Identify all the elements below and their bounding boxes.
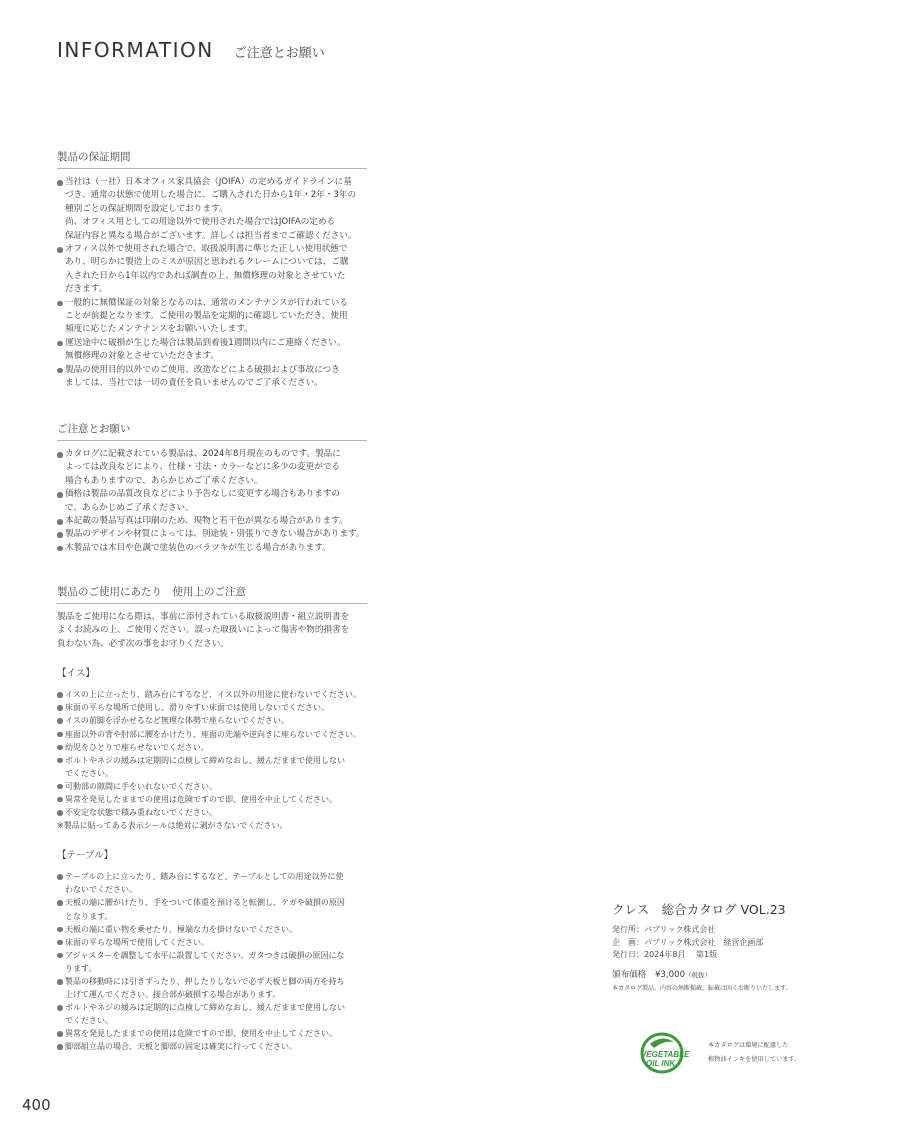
eco-note-line: 本カタログは環境に配慮した (708, 1042, 789, 1049)
item-line: 木製品では木目や色調で塗装色のバラツキが生じる場合があります。 (65, 542, 331, 553)
table-list (57, 870, 367, 1053)
eco-note-line: 植物油インキを使用しています。 (708, 1056, 801, 1063)
item-line: 一般的に無償保証の対象となるのは、通常のメンテナンスが行われている (65, 297, 348, 308)
item-line: イスの上に立ったり、踏み台にするなど、イス以外の用途に使わないでください。 (65, 690, 361, 700)
list-item (57, 243, 367, 297)
bullet-list (57, 176, 367, 391)
list-item (57, 1027, 367, 1040)
list-item (57, 975, 367, 1001)
item-line: 天板の端に重い物を乗せたり、極端な力を掛けないでください。 (65, 924, 297, 934)
section-title: ご注意とお願い (57, 423, 367, 441)
list-item (57, 448, 367, 488)
item-line: 異常を発見したままでの使用は危険ですので即、使用を中止してください。 (65, 794, 337, 804)
list-item (57, 528, 367, 541)
item-line: 不安定な状態で積み重ねないでください。 (65, 808, 217, 818)
list-item (57, 488, 367, 515)
item-line: 価格は製品の品質改良などにより予告なしに変更する場合もありますの (65, 489, 341, 500)
intro-line: 製品をご使用になる際は、事前に添付されている取扱説明書・組立説明書を (57, 612, 350, 622)
chair-list (57, 688, 367, 819)
item-line: ボルトやネジの緩みは定期的に点検して締めなおし、緩んだままで使用しない (65, 1003, 345, 1013)
item-line: 幼児をひとりで座らせないでください。 (65, 742, 209, 752)
page-title: INFORMATION (57, 38, 214, 62)
item-line: 製品のデザインや材質によっては、別途装・別張りできない場合があります。 (65, 529, 365, 540)
item-line: ボルトやネジの緩みは定期的に点検して締めなおし、緩んだままで使用しない (65, 755, 345, 765)
list-item (57, 364, 367, 391)
item-line: 異常を発見したままでの使用は危険ですので即、使用を中止してください。 (65, 1029, 337, 1039)
item-line: だきます。 (65, 284, 108, 295)
item-line: 運送途中に破損が生じた場合は製品到着後1週間以内にご連絡ください。 (65, 337, 346, 348)
leaf-icon (650, 1038, 674, 1048)
item-line: 無償修理の対象とさせていただきます。 (65, 351, 220, 362)
item-line: ましては、当社では一切の責任を負いませんのでご了承ください。 (65, 378, 323, 389)
list-item (57, 176, 367, 243)
list-item (57, 949, 367, 975)
item-line: ことが前提となります。ご使用の製品を定期的に確認していただき、使用 (65, 311, 348, 322)
item-line: アジャスターを調整して水平に設置してください。ガタつきは破損の原因にな (65, 950, 345, 960)
list-item (57, 1001, 367, 1027)
warranty-section (57, 151, 367, 391)
list-item (57, 754, 367, 780)
item-line: よっては改良などにより、仕様・寸法・カラーなどに多少の変更がでる (65, 462, 341, 473)
list-item (57, 793, 367, 806)
vegetable-oil-ink-logo (640, 1032, 700, 1074)
chair-heading: 【イス】 (57, 668, 95, 680)
item-line: 場合もありますので、あらかじめご了承ください。 (65, 475, 263, 486)
item-line: となります。 (65, 911, 113, 921)
item-line: テーブルの上に立ったり、踏み台にするなど、テーブルとしての用途以外に使 (65, 872, 344, 882)
list-item (57, 714, 367, 727)
copyright-note: 本カタログ製品、内容の無断掲載、転載は固くお断りいたします。 (612, 984, 792, 992)
chair-note: ※製品に貼ってある表示シールは絶対に剥がさないでください。 (57, 821, 288, 831)
bullet-list (57, 448, 367, 555)
item-line: 座面以外の背や肘部に腰をかけたり、座面の先端や逆向きに座らないでください。 (65, 729, 361, 739)
item-line: 床面の平らな場所で使用し、滑りやすい床面では使用しないでください。 (65, 703, 329, 713)
intro-line: よくお読みの上、ご使用ください。誤った取扱いによって傷害や物的損害を (57, 625, 350, 636)
item-line: 脚部組立品の場合、天板と脚部の固定は確実に行ってください。 (65, 1042, 297, 1052)
item-line: 種別ごとの保証期間を設定しております。 (65, 203, 228, 214)
list-item (57, 688, 367, 701)
list-item (57, 297, 367, 337)
planner: 企 画：パブリック株式会社 経営企画部 (612, 937, 764, 947)
list-item (57, 936, 367, 949)
page-subtitle: ご注意とお願い (233, 46, 325, 61)
item-line: カタログに記載されている製品は、2024年8月現在のものです。製品に (65, 449, 341, 459)
list-item (57, 337, 367, 364)
price-tax: （税抜） (685, 970, 712, 979)
item-line: イスの前脚を浮かせるなど無理な体勢で座らないでください。 (65, 716, 289, 726)
table-heading: 【テーブル】 (57, 850, 114, 862)
list-item (57, 701, 367, 714)
logo-line2: OIL INK (646, 1059, 676, 1068)
item-line: 床面の平らな場所で使用してください。 (65, 937, 209, 947)
item-line: 尚、オフィス用としての用途以外で使用された場合ではJOIFAの定める (65, 217, 336, 228)
item-line: 頻度に応じたメンテナンスをお願いいたします。 (65, 324, 253, 335)
notice-section (57, 423, 367, 555)
page-number: 400 (22, 1096, 51, 1114)
item-line: 製品の使用目的以外でのご使用、改造などによる破損および事故につき (65, 364, 340, 375)
list-item (57, 780, 367, 793)
page-header (57, 38, 325, 62)
item-line: オフィス以外で使用された場合で、取扱説明書に準じた正しい使用状態で (65, 244, 348, 255)
item-line: あり、明らかに製造上のミスが原因と思われるクレームについては、ご購 (65, 257, 349, 268)
issue-date: 発行日：2024年8月 第1版 (612, 950, 718, 959)
item-line: でください。 (65, 768, 113, 778)
item-line: 保証内容と異なる場合がございます。詳しくは担当者までご確認ください。 (65, 230, 357, 241)
list-item (57, 870, 367, 896)
item-line: 入された日から1年以内であれば調査の上、無償修理の対象とさせていた (65, 270, 346, 281)
list-item (57, 806, 367, 819)
item-line: 可動部の隙間に手をいれないでください。 (65, 781, 217, 791)
item-line: わないでください。 (65, 885, 137, 895)
eco-note (708, 1039, 800, 1067)
intro-line: 負わない為、必ず次の事をお守りください。 (57, 638, 229, 649)
logo-line1: VEGETABLE (641, 1050, 690, 1059)
publisher: 発行所：パブリック株式会社 (612, 925, 716, 934)
list-item (57, 542, 367, 555)
list-item (57, 741, 367, 754)
list-item (57, 515, 367, 528)
usage-intro (57, 611, 367, 651)
price-label: 頒布価格 ¥3,000 (612, 969, 686, 980)
item-line: で、あらかじめご了承ください。 (65, 502, 194, 513)
section-title: 製品の保証期間 (57, 151, 367, 169)
list-item (57, 728, 367, 741)
imprint-block (612, 900, 872, 992)
item-line: ります。 (65, 963, 97, 973)
item-line: 本記載の製品写真は印刷のため、現物と若干色が異なる場合があります。 (65, 516, 348, 527)
item-line: でください。 (65, 1016, 113, 1026)
section-title: 製品のご使用にあたり 使用上のご注意 (57, 586, 367, 604)
price (612, 968, 872, 980)
chair-note-list (57, 819, 367, 832)
catalog-title: クレス 総合カタログ VOL.23 (612, 902, 786, 917)
item-line: 当社は（一社）日本オフィス家具協会（JOIFA）の定めるガイドラインに基 (65, 177, 352, 187)
list-item (57, 923, 367, 936)
item-line: 天板の端に腰がけたり、手をついて体重を預けると転倒し、ケガや破損の原因 (65, 898, 345, 908)
list-item (57, 896, 367, 922)
usage-section (57, 586, 367, 1054)
item-line: 上げて運んでください。接合部が破損する場合があります。 (65, 990, 281, 1000)
item-line: 製品の移動時には引きずったり、押したりしないで必ず天板と脚の両方を持ち (65, 977, 345, 986)
item-line: づき、通常の状態で使用した場合に、ご購入された日から1年・2年・3年の (65, 190, 357, 201)
list-item (57, 1040, 367, 1053)
